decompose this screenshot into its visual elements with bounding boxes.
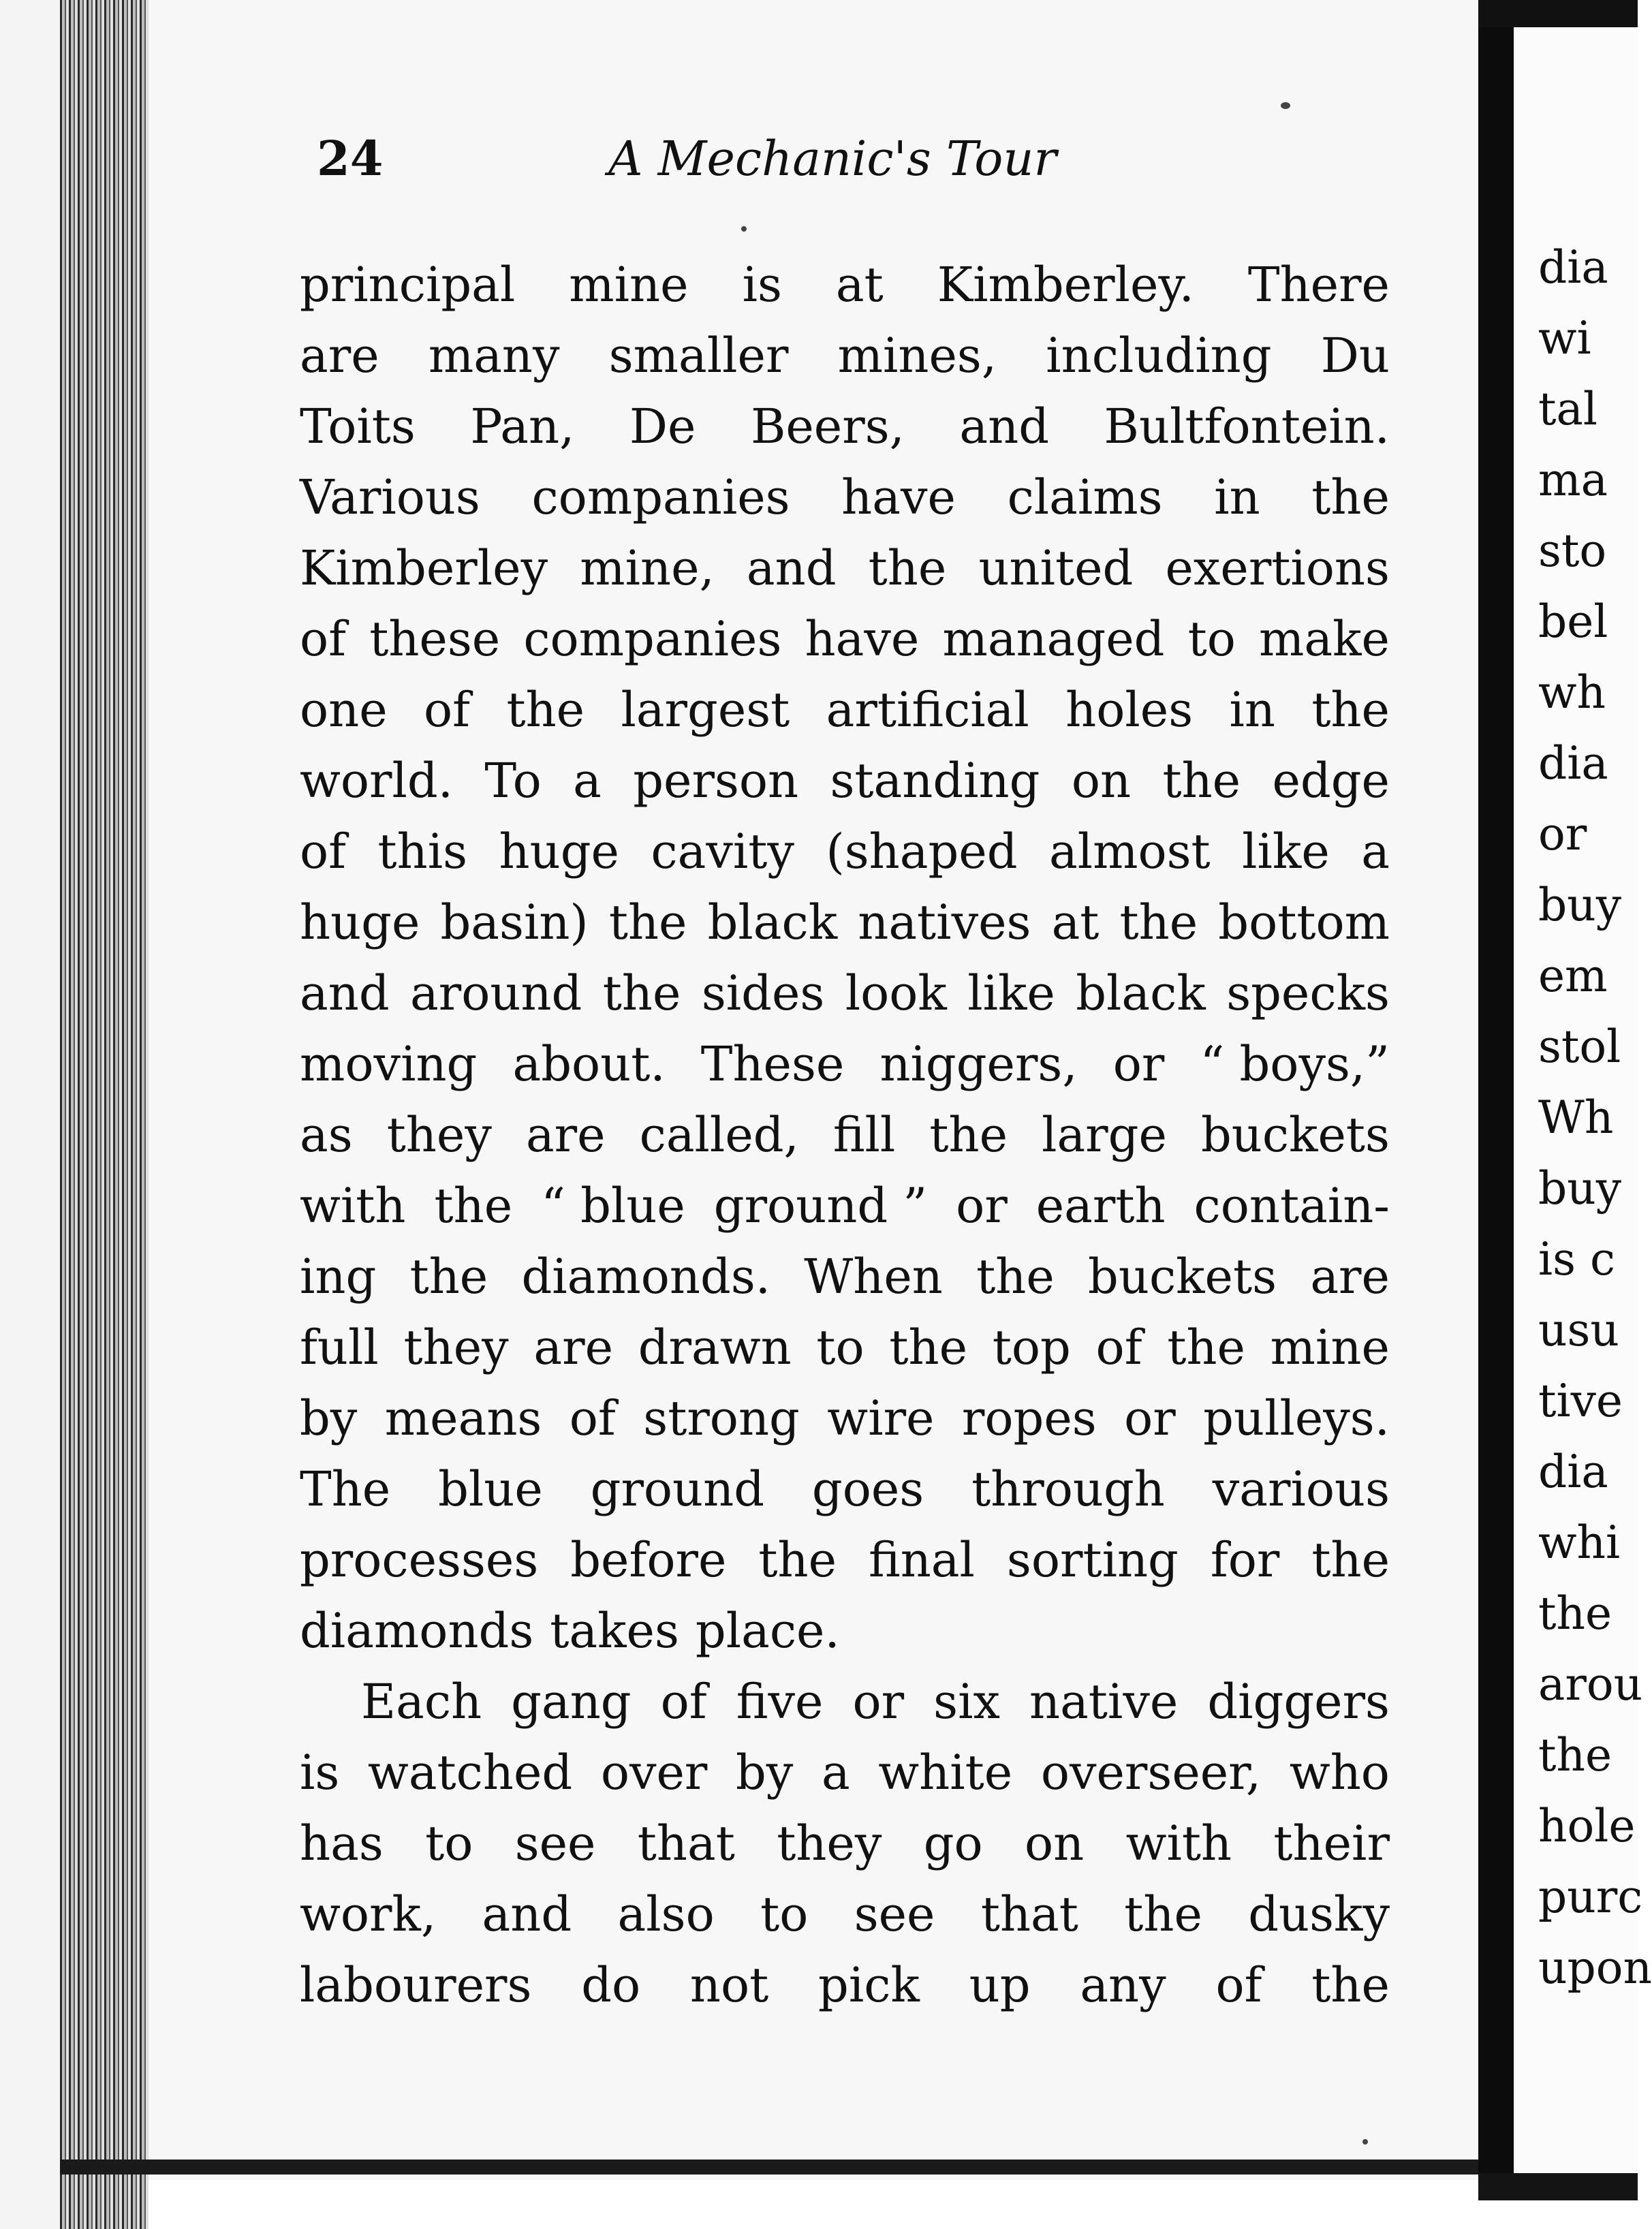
word: do: [581, 1957, 641, 2013]
text-line: [300, 1525, 1390, 1595]
word: drawn: [638, 1320, 792, 1375]
text-line: [300, 391, 1390, 462]
word: niggers,: [879, 1036, 1078, 1092]
word: are: [525, 1107, 606, 1163]
facing-page-line: ma: [1538, 454, 1608, 506]
word: up: [969, 1957, 1031, 2013]
word: look: [845, 965, 947, 1021]
word: the: [1167, 1320, 1245, 1375]
text-line: [300, 1950, 1390, 2021]
facing-page-line: usu: [1538, 1304, 1619, 1356]
word: strong: [643, 1390, 800, 1446]
facing-page-line: is c: [1538, 1233, 1615, 1285]
word: buckets: [1088, 1249, 1277, 1305]
word: blue: [438, 1461, 543, 1517]
word: (shaped: [826, 824, 1018, 879]
text-line: [300, 1029, 1390, 1100]
word: edge: [1272, 753, 1390, 809]
facing-page-line: dia: [1538, 1446, 1608, 1498]
word: any: [1080, 1957, 1166, 2013]
word: has: [300, 1815, 384, 1871]
facing-page-line: buy: [1538, 879, 1622, 931]
word: about.: [512, 1036, 666, 1092]
text-line: [300, 1808, 1390, 1879]
word: over: [600, 1745, 708, 1801]
word: De: [629, 399, 696, 454]
word: earth: [1035, 1178, 1166, 1234]
word: the: [1311, 469, 1390, 525]
word: the: [409, 1249, 488, 1305]
word: the: [929, 1107, 1008, 1163]
word: When: [804, 1249, 943, 1305]
word: many: [428, 328, 560, 384]
word: in: [1229, 682, 1275, 738]
text-line: [300, 816, 1390, 887]
word: or: [852, 1674, 905, 1730]
word: Bultfontein.: [1104, 399, 1390, 454]
word: they: [386, 1107, 492, 1163]
word: go: [923, 1815, 983, 1871]
word: These: [700, 1036, 845, 1092]
word: by: [300, 1390, 358, 1446]
facing-page: [1514, 27, 1652, 2173]
word: of: [300, 611, 347, 667]
word: buckets: [1200, 1107, 1390, 1163]
word: The: [300, 1461, 391, 1517]
word: including: [1046, 328, 1272, 384]
word: that: [637, 1815, 735, 1871]
word: black: [1076, 965, 1206, 1021]
word: for: [1210, 1532, 1280, 1588]
word: goes: [811, 1461, 924, 1517]
text-line: [300, 249, 1390, 320]
facing-page-line: wi: [1538, 312, 1591, 364]
word: mine: [569, 257, 689, 313]
spine-top-shadow: [1478, 0, 1638, 27]
word: specks: [1226, 965, 1390, 1021]
word: Kimberley: [300, 540, 548, 596]
word: also: [617, 1886, 715, 1942]
facing-page-line: hole: [1538, 1800, 1636, 1852]
word: on: [1071, 753, 1132, 809]
word: pulleys.: [1203, 1390, 1390, 1446]
word: moving: [300, 1036, 478, 1092]
word: the: [1119, 894, 1198, 950]
word: they: [777, 1815, 882, 1871]
word: who: [1289, 1745, 1390, 1801]
word: fill: [832, 1107, 896, 1163]
text-line: [300, 533, 1390, 604]
word: Toits: [300, 399, 416, 454]
word: is: [300, 1745, 340, 1801]
word: to: [425, 1815, 473, 1871]
word: ropes: [961, 1390, 1097, 1446]
text-line: [300, 1100, 1390, 1170]
word: Various: [300, 469, 480, 525]
facing-page-line: stol: [1538, 1020, 1621, 1073]
word: managed: [942, 611, 1165, 667]
word: the: [758, 1532, 837, 1588]
word: large: [1042, 1107, 1167, 1163]
word: “ blue: [541, 1178, 685, 1234]
text-line: [300, 1383, 1390, 1454]
facing-page-line: the: [1538, 1587, 1612, 1640]
word: these: [369, 611, 501, 667]
text-line: [300, 1312, 1390, 1383]
word: or: [1112, 1036, 1165, 1092]
word: the: [434, 1178, 513, 1234]
text-line: [300, 1879, 1390, 1950]
word: called,: [639, 1107, 799, 1163]
word: the: [608, 894, 687, 950]
word: principal: [300, 257, 516, 313]
word: “ boys,”: [1200, 1036, 1390, 1092]
word: To: [484, 753, 542, 809]
word: Kimberley.: [937, 257, 1194, 313]
word: of: [300, 824, 347, 879]
word: see: [514, 1815, 596, 1871]
word: processes: [300, 1532, 539, 1588]
word: largest: [621, 682, 790, 738]
word: of: [660, 1674, 707, 1730]
book-spine: [1478, 27, 1514, 2180]
word: like: [1242, 824, 1330, 879]
word: artificial: [826, 682, 1029, 738]
word: Du: [1320, 328, 1390, 384]
word: standing: [830, 753, 1040, 809]
word: pick: [818, 1957, 920, 2013]
word: ground: [590, 1461, 765, 1517]
word: their: [1273, 1815, 1390, 1871]
word: around: [410, 965, 582, 1021]
facing-page-line: tal: [1538, 383, 1598, 435]
word: black: [707, 894, 838, 950]
print-speck: [741, 226, 747, 232]
word: There: [1247, 257, 1390, 313]
facing-page-line: bel: [1538, 595, 1608, 648]
text-line: [300, 1170, 1390, 1241]
word: the: [1311, 682, 1390, 738]
text-line: [300, 462, 1390, 533]
word: before: [570, 1532, 727, 1588]
word: see: [854, 1886, 935, 1942]
word: basin): [440, 894, 589, 950]
word: of: [1095, 1320, 1142, 1375]
word: contain-: [1194, 1178, 1390, 1234]
facing-page-line: wh: [1538, 666, 1606, 719]
text-line: [300, 958, 1390, 1029]
word: huge: [300, 894, 420, 950]
word: the: [602, 965, 681, 1021]
word: are: [300, 328, 379, 384]
word: native: [1029, 1674, 1179, 1730]
word: sorting: [1006, 1532, 1179, 1588]
word: with: [300, 1178, 406, 1234]
word: they: [403, 1320, 509, 1375]
facing-page-line: Wh: [1538, 1091, 1614, 1144]
word: the: [1124, 1886, 1202, 1942]
facing-page-line: the: [1538, 1729, 1612, 1781]
word: the: [868, 540, 947, 596]
facing-page-line: tive: [1538, 1375, 1623, 1427]
word: companies: [523, 611, 782, 667]
word: one: [300, 682, 388, 738]
word: not: [689, 1957, 769, 2013]
page-edge-shadow: [60, 2160, 1497, 2175]
word: the: [506, 682, 585, 738]
facing-page-line: buy: [1538, 1162, 1622, 1215]
word: on: [1025, 1815, 1085, 1871]
facing-page-edge: [1478, 2173, 1638, 2200]
word: with: [1125, 1815, 1232, 1871]
word: ground ”: [713, 1178, 928, 1234]
word: to: [760, 1886, 809, 1942]
word: to: [1187, 611, 1236, 667]
facing-page-line: whi: [1538, 1516, 1621, 1569]
text-line: [300, 1454, 1390, 1525]
word: place.: [695, 1603, 840, 1659]
facing-page-line: em: [1538, 950, 1608, 1002]
word: have: [805, 611, 920, 667]
word: Pan,: [470, 399, 575, 454]
facing-page-line: purc: [1538, 1871, 1643, 1923]
text-line: [300, 1666, 1390, 1737]
word: the: [1162, 753, 1241, 809]
word: diamonds.: [521, 1249, 771, 1305]
word: the: [1311, 1957, 1390, 2013]
word: work,: [300, 1886, 437, 1942]
book-gutter: [60, 0, 149, 2229]
word: in: [1214, 469, 1260, 525]
word: labourers: [300, 1957, 532, 2013]
word: and: [482, 1886, 572, 1942]
body-text: [300, 249, 1390, 2021]
word: diggers: [1207, 1674, 1390, 1730]
text-line: [300, 674, 1390, 745]
word: a: [573, 753, 602, 809]
word: as: [300, 1107, 353, 1163]
facing-page-line: arou: [1538, 1658, 1643, 1711]
word: that: [980, 1886, 1078, 1942]
word: overseer,: [1040, 1745, 1262, 1801]
facing-page-line: dia: [1538, 737, 1608, 790]
text-line: [300, 745, 1390, 816]
word: white: [878, 1745, 1013, 1801]
word: make: [1258, 611, 1390, 667]
running-head: A Mechanic's Tour: [608, 131, 1057, 187]
word: at: [835, 257, 884, 313]
word: this: [377, 824, 468, 879]
word: of: [1215, 1957, 1262, 2013]
word: claims: [1007, 469, 1163, 525]
word: is: [742, 257, 782, 313]
word: the: [1311, 1532, 1390, 1588]
word: mines,: [837, 328, 997, 384]
word: smaller: [608, 328, 789, 384]
word: by: [735, 1745, 794, 1801]
word: exertions: [1165, 540, 1390, 596]
word: gang: [511, 1674, 632, 1730]
print-speck: [1362, 2139, 1368, 2145]
facing-page-line: upon: [1538, 1942, 1652, 1994]
word: companies: [531, 469, 790, 525]
word: at: [1051, 894, 1100, 950]
text-line: [300, 1737, 1390, 1808]
word: full: [300, 1320, 379, 1375]
word: the: [976, 1249, 1055, 1305]
word: ing: [300, 1249, 377, 1305]
facing-page-line: dia: [1538, 241, 1608, 294]
word: world.: [300, 753, 453, 809]
text-line: [300, 320, 1390, 391]
word: Beers,: [750, 399, 905, 454]
word: cavity: [651, 824, 794, 879]
word: are: [533, 1320, 613, 1375]
word: diamonds: [300, 1603, 534, 1659]
word: natives: [858, 894, 1031, 950]
word: a: [1361, 824, 1390, 879]
scan-margin: [0, 0, 60, 2229]
word: top: [992, 1320, 1071, 1375]
word: final: [869, 1532, 975, 1588]
word: united: [978, 540, 1134, 596]
word: the: [889, 1320, 968, 1375]
word: means: [384, 1390, 542, 1446]
word: have: [841, 469, 956, 525]
word: and: [300, 965, 390, 1021]
word: and: [746, 540, 837, 596]
word: wire: [827, 1390, 935, 1446]
text-line: [300, 887, 1390, 958]
word: takes: [550, 1603, 679, 1659]
word: five: [736, 1674, 824, 1730]
word: huge: [499, 824, 619, 879]
word: dusky: [1248, 1886, 1390, 1942]
text-line: [300, 604, 1390, 674]
word: like: [967, 965, 1055, 1021]
word: of: [424, 682, 471, 738]
word: mine: [1270, 1320, 1390, 1375]
facing-page-line: or: [1538, 808, 1587, 860]
word: a: [821, 1745, 850, 1801]
word: through: [971, 1461, 1165, 1517]
print-speck: [1281, 102, 1290, 109]
word: to: [816, 1320, 864, 1375]
facing-page-line: sto: [1538, 525, 1607, 577]
word: almost: [1048, 824, 1211, 879]
word: or: [1124, 1390, 1176, 1446]
word: Each: [361, 1674, 482, 1730]
word: are: [1310, 1249, 1390, 1305]
word: holes: [1065, 682, 1194, 738]
word: person: [633, 753, 799, 809]
word: watched: [367, 1745, 573, 1801]
word: sides: [701, 965, 825, 1021]
page-number: 24: [317, 130, 384, 187]
page-header: [310, 128, 1468, 189]
text-line: [300, 1595, 1390, 1666]
word: six: [933, 1674, 1000, 1730]
word: or: [956, 1178, 1008, 1234]
text-line: [300, 1241, 1390, 1312]
word: various: [1212, 1461, 1390, 1517]
word: and: [959, 399, 1050, 454]
word: mine,: [580, 540, 715, 596]
word: bottom: [1218, 894, 1390, 950]
word: of: [569, 1390, 616, 1446]
